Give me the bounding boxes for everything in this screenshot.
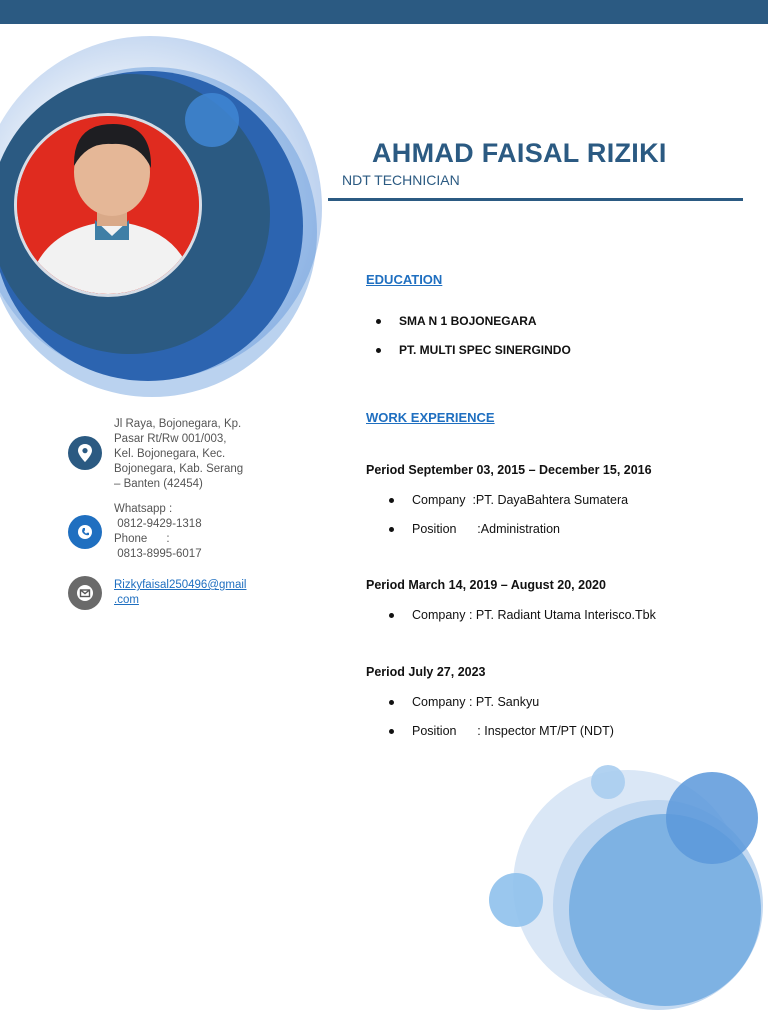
phone-line: Whatsapp : (114, 503, 173, 515)
education-item-label: SMA N 1 BOJONEGARA (399, 314, 537, 328)
job-period: Period July 27, 2023 (366, 665, 486, 679)
list-item (374, 313, 571, 342)
address-line: – Banten (42454) (114, 478, 203, 490)
phone-line: 0812-9429-1318 (114, 518, 202, 530)
bullet-icon (376, 348, 381, 353)
job-details (389, 694, 614, 752)
location-pin-icon (68, 436, 102, 470)
work-experience-heading: WORK EXPERIENCE (366, 410, 495, 425)
email-line: Rizkyfaisal250496@gmail (114, 579, 247, 591)
list-item (389, 492, 628, 521)
job-title: NDT TECHNICIAN (342, 172, 460, 188)
bullet-icon (389, 498, 394, 503)
address-line: Jl Raya, Bojonegara, Kp. (114, 418, 242, 430)
mail-icon (68, 576, 102, 610)
candidate-name: AHMAD FAISAL RIZIKI (372, 138, 667, 168)
profile-photo (14, 113, 202, 297)
email-link[interactable] (114, 578, 247, 608)
job-details (389, 492, 628, 550)
address-line: Kel. Bojonegara, Kec. (114, 448, 226, 460)
list-item (389, 723, 614, 752)
bullet-icon (389, 613, 394, 618)
title-divider (328, 198, 743, 201)
contact-phones (114, 502, 202, 562)
decorative-circles-right (470, 760, 768, 1024)
job-detail-line: Company : PT. Sankyu (412, 695, 540, 709)
list-item (389, 607, 656, 636)
contact-address (114, 417, 243, 492)
list-item (389, 694, 614, 723)
job-detail-line: Company :PT. DayaBahtera Sumatera (412, 493, 629, 507)
education-list (374, 313, 571, 371)
phone-line: Phone : (114, 533, 170, 545)
job-detail-line: Position :Administration (412, 522, 560, 536)
bullet-icon (389, 729, 394, 734)
education-item-label: PT. MULTI SPEC SINERGINDO (399, 343, 571, 357)
email-line: .com (114, 594, 139, 606)
bullet-icon (389, 527, 394, 532)
list-item (374, 342, 571, 371)
top-banner-bar (0, 0, 768, 24)
job-details (389, 607, 656, 636)
job-detail-line: Position : Inspector MT/PT (NDT) (412, 724, 614, 738)
phone-line: 0813-8995-6017 (114, 548, 202, 560)
address-line: Pasar Rt/Rw 001/003, (114, 433, 227, 445)
job-period: Period March 14, 2019 – August 20, 2020 (366, 578, 606, 592)
job-detail-line: Company : PT. Radiant Utama Interisco.Tbk (412, 608, 656, 622)
bullet-icon (389, 700, 394, 705)
address-line: Bojonegara, Kab. Serang (114, 463, 244, 475)
bullet-icon (376, 319, 381, 324)
education-heading: EDUCATION (366, 272, 443, 287)
list-item (389, 521, 628, 550)
job-period: Period September 03, 2015 – December 15, 2016 (366, 463, 652, 477)
phone-icon (68, 515, 102, 549)
